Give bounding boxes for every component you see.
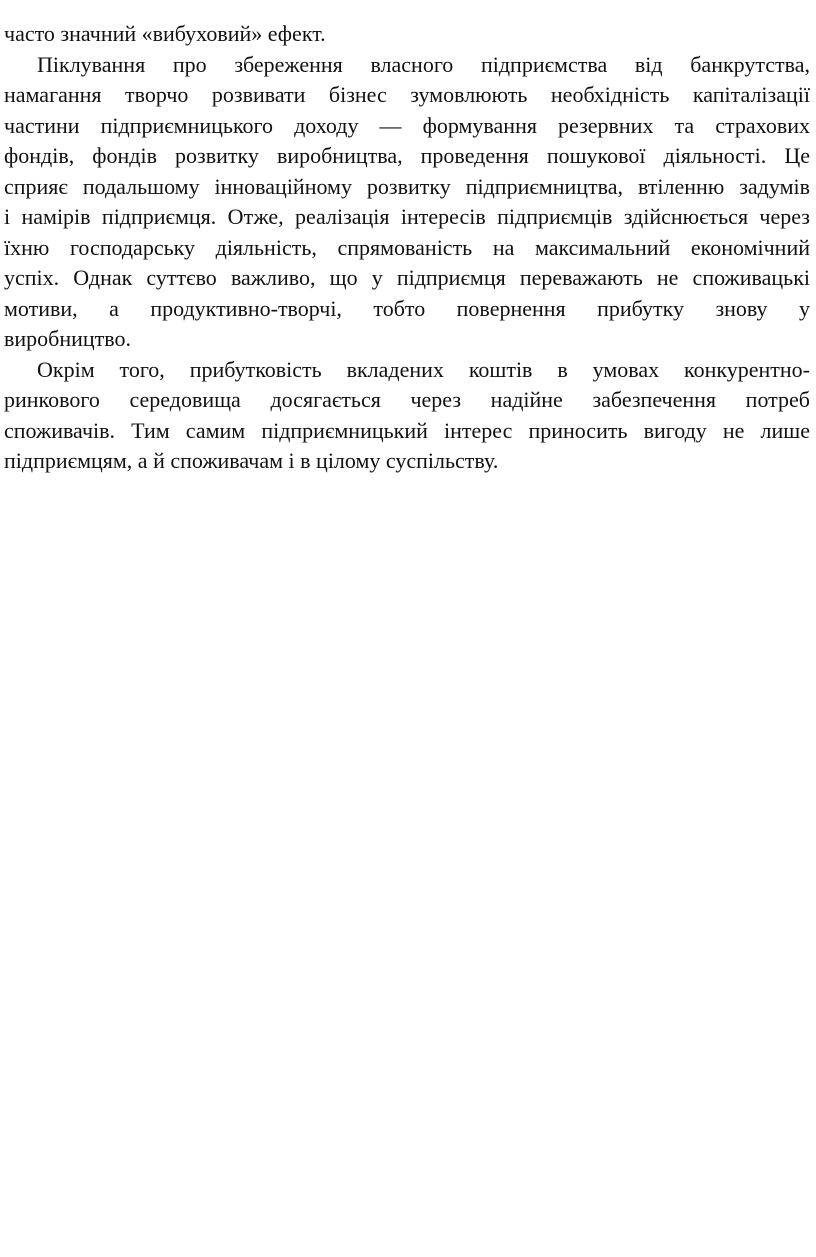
- paragraph-first-line: Окрім того, прибутковість вкладених коштів в умовах конкурентно-: [37, 356, 810, 382]
- text-line: ринкового середовища досягається через надійне забезпечення потреб: [4, 387, 810, 412]
- text-line: успіх. Однак суттєво важливо, що у підприємця переважають не споживацькі: [4, 265, 810, 290]
- text-line: намагання творчо розвивати бізнес зумовлюють необхідність капіталізації: [4, 82, 810, 107]
- paragraph-first-line: Піклування про збереження власного підприємства від банкрутства,: [37, 51, 810, 77]
- text-line: мотиви, а продуктивно-творчі, тобто повернення прибутку знову у: [4, 295, 810, 321]
- text-line: споживачів. Тим самим підприємницький інтерес приносить вигоду не лише: [4, 417, 810, 443]
- text-line: частини підприємницького доходу — формування резервних та страхових: [4, 112, 810, 138]
- text-line: виробництво.: [4, 326, 132, 351]
- document-body: [4, 19, 810, 477]
- text-line: часто значний «вибуховий» ефект.: [4, 21, 326, 46]
- text-line: підприємцям, а й споживачам і в цілому суспільству.: [4, 448, 499, 473]
- text-line: їхню господарську діяльність, спрямованість на максимальний економічний: [4, 234, 810, 260]
- text-line: і намірів підприємця. Отже, реалізація інтересів підприємців здійснюється через: [4, 204, 810, 229]
- text-line: фондів, фондів розвитку виробництва, проведення пошукової діяльності. Це: [4, 143, 810, 168]
- text-line: сприяє подальшому інноваційному розвитку підприємництва, втіленню задумів: [4, 173, 810, 199]
